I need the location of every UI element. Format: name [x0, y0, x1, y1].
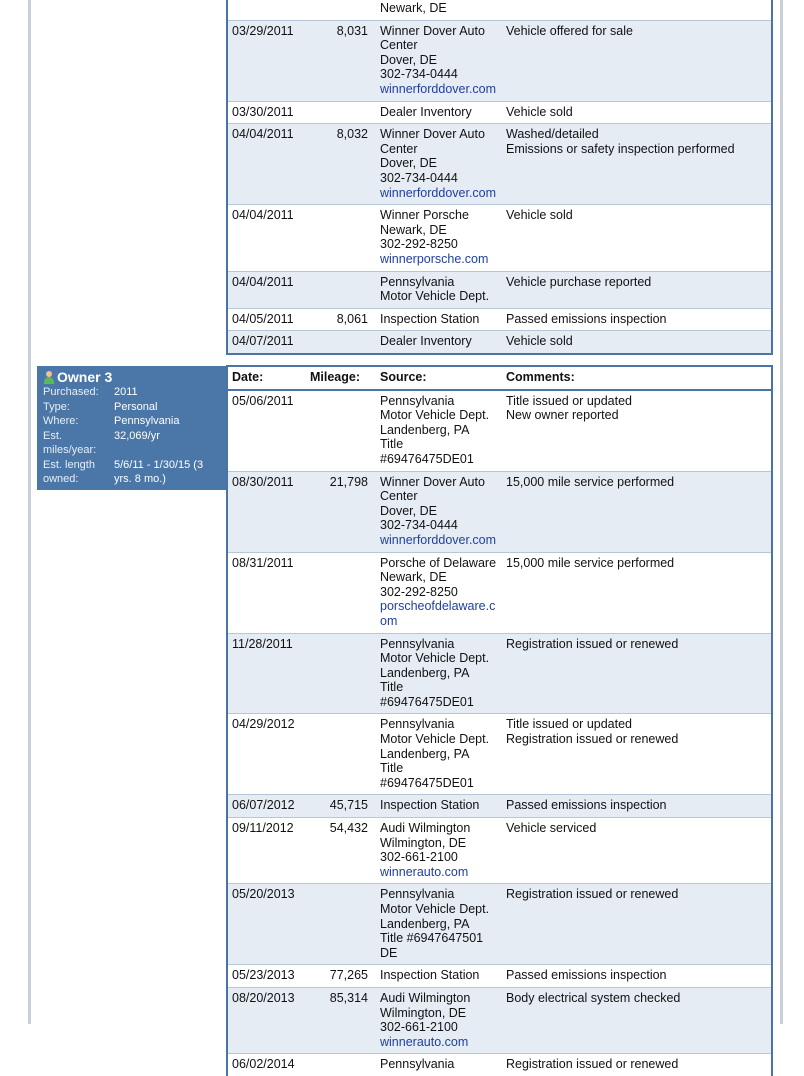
owner-fields	[43, 385, 220, 487]
row-comments: Vehicle serviced	[506, 821, 597, 836]
row-comments: Washed/detailed Emissions or safety inspection performed	[506, 127, 735, 156]
row-mileage	[304, 634, 372, 714]
source-text: Pennsylvania Motor Vehicle Dept. Landenberg, PA Title #69476475DE01	[380, 717, 490, 790]
table-row	[228, 988, 771, 1054]
row-date: 04/07/2011	[232, 334, 294, 349]
source-text: Inspection Station	[380, 968, 480, 983]
source-text: Porsche of Delaware Newark, DE 302-292-8250	[380, 555, 497, 599]
row-source	[372, 714, 502, 794]
source-text: Pennsylvania Motor Vehicle Dept.	[380, 274, 490, 304]
header-comments: Comments:	[506, 370, 575, 384]
row-mileage: 54,432	[329, 821, 368, 836]
table-row	[228, 634, 771, 715]
row-source	[372, 634, 502, 714]
row-date: 04/29/2012	[232, 717, 295, 732]
source-text: Pennsylvania	[380, 1057, 455, 1072]
owner-title-label: Owner 3	[57, 368, 113, 385]
row-comments	[502, 0, 771, 20]
table-row	[228, 391, 771, 472]
row-source	[372, 1054, 502, 1076]
table-row	[228, 102, 771, 125]
row-comments: Passed emissions inspection	[506, 311, 667, 326]
row-comments: Registration issued or renewed	[506, 636, 679, 651]
row-source	[372, 884, 502, 964]
row-mileage: 8,031	[336, 23, 368, 38]
row-source	[372, 124, 502, 204]
source-text: Inspection Station	[380, 798, 480, 813]
row-date: 04/05/2011	[232, 311, 294, 326]
row-comments: 15,000 mile service performed	[506, 555, 675, 570]
row-comments: Vehicle purchase reported	[506, 274, 652, 289]
history-table-previous-owner	[226, 0, 773, 355]
row-comments: Vehicle sold	[506, 208, 573, 223]
table-row	[228, 965, 771, 988]
row-source	[372, 795, 502, 817]
source-text: Winner Dover Auto Center Dover, DE 302-734-0444	[380, 127, 485, 185]
source-text: Pennsylvania Motor Vehicle Dept. Landenberg, PA Title #6947647501 DE	[380, 887, 490, 960]
owner-field-value: 2011	[114, 386, 138, 398]
table-row	[228, 553, 771, 634]
row-date: 05/06/2011	[232, 393, 294, 408]
owner-field-value: Pennsylvania	[114, 415, 180, 427]
row-mileage	[304, 205, 372, 270]
source-text: Inspection Station	[380, 311, 480, 326]
source-text: Audi Wilmington Wilmington, DE 302-661-2100	[380, 990, 471, 1035]
source-text: Winner Porsche Newark, DE 302-292-8250	[380, 208, 469, 252]
source-text: Dealer Inventory	[380, 334, 472, 349]
owner-title	[43, 368, 220, 385]
owner-field-label: Where:	[43, 415, 79, 427]
page-frame-right	[780, 0, 783, 1024]
row-date: 05/23/2013	[232, 968, 295, 983]
row-source	[372, 965, 502, 987]
owner-field	[43, 429, 220, 458]
owner-field	[43, 385, 220, 400]
row-source	[372, 472, 502, 552]
header-mileage: Mileage:	[310, 370, 361, 384]
source-text: Newark, DE	[380, 1, 447, 15]
row-mileage	[304, 391, 372, 471]
table-row	[228, 331, 771, 353]
row-date: 08/31/2011	[232, 555, 294, 570]
row-comments: Registration issued or renewed	[506, 1057, 679, 1072]
source-text: Winner Dover Auto Center Dover, DE 302-734-0444	[380, 474, 485, 533]
row-source	[372, 553, 502, 633]
row-date: 08/30/2011	[232, 474, 294, 489]
row-date: 08/20/2013	[232, 990, 295, 1005]
row-source	[372, 988, 502, 1053]
row-source	[372, 272, 502, 308]
source-website-link[interactable]: winnerforddover.com	[380, 81, 497, 96]
table-row	[228, 309, 771, 332]
owner-field	[43, 458, 220, 487]
table-header-row	[228, 367, 771, 391]
table-row	[228, 884, 771, 965]
table-row	[228, 795, 771, 818]
table-row	[228, 21, 771, 102]
row-comments: Vehicle offered for sale	[506, 23, 633, 38]
row-mileage: 8,032	[336, 127, 368, 142]
source-text: Winner Dover Auto Center Dover, DE 302-734-0444	[380, 23, 485, 82]
row-date: 03/29/2011	[232, 23, 294, 38]
row-mileage: 21,798	[329, 474, 368, 489]
row-comments: Vehicle sold	[506, 334, 573, 349]
row-date: 06/02/2014	[232, 1057, 295, 1072]
row-source	[372, 0, 502, 20]
history-table-owner-3	[226, 365, 773, 1076]
owner-table-body	[228, 391, 771, 1076]
owner-field-value: 32,069/yr	[114, 429, 160, 442]
row-comments: Passed emissions inspection	[506, 968, 667, 983]
row-mileage	[304, 884, 372, 964]
person-icon	[43, 370, 55, 384]
table-row	[228, 1054, 771, 1076]
row-mileage	[304, 102, 372, 124]
row-mileage	[304, 1054, 372, 1076]
source-text: Dealer Inventory	[380, 104, 472, 119]
table-row	[228, 272, 771, 309]
source-website-link[interactable]: porscheofdelaware.com	[380, 599, 496, 628]
source-website-link[interactable]: winnerauto.com	[380, 864, 469, 879]
row-comments: Passed emissions inspection	[506, 798, 667, 813]
table-row	[228, 0, 771, 21]
owner-field-label: Est. miles/year:	[43, 429, 97, 456]
row-mileage	[304, 0, 372, 20]
row-comments: 15,000 mile service performed	[506, 474, 675, 489]
source-text: Audi Wilmington Wilmington, DE 302-661-2100	[380, 821, 471, 865]
table-row	[228, 714, 771, 795]
row-date: 11/28/2011	[232, 636, 293, 651]
row-comments: Title issued or updated New owner reported	[506, 393, 633, 423]
table-row	[228, 472, 771, 553]
row-mileage: 45,715	[329, 798, 368, 813]
owner-field	[43, 400, 220, 415]
row-date: 06/07/2012	[232, 798, 295, 813]
owner-field	[43, 414, 220, 429]
table-row	[228, 205, 771, 271]
row-date: 04/04/2011	[232, 208, 294, 223]
row-comments: Vehicle sold	[506, 104, 573, 119]
row-source	[372, 309, 502, 331]
source-website-link[interactable]: winnerauto.com	[380, 1034, 469, 1049]
owner-field-value: 5/6/11 - 1/30/15 (3 yrs. 8 mo.)	[114, 458, 204, 485]
page-frame-left	[28, 0, 31, 1024]
owner-field-label: Type:	[43, 400, 70, 413]
row-mileage	[304, 553, 372, 633]
table-row	[228, 124, 771, 205]
header-date: Date:	[232, 370, 264, 384]
row-comments: Body electrical system checked	[506, 990, 681, 1005]
owner-field-label: Purchased:	[43, 386, 99, 398]
table-row	[228, 818, 771, 884]
row-date: 03/30/2011	[232, 104, 294, 119]
row-source	[372, 391, 502, 471]
row-source	[372, 102, 502, 124]
source-website-link[interactable]: winnerporsche.com	[380, 251, 489, 266]
source-text: Pennsylvania Motor Vehicle Dept. Landenberg, PA Title #69476475DE01	[380, 393, 490, 466]
row-source	[372, 205, 502, 270]
row-mileage	[304, 714, 372, 794]
source-website-link[interactable]: winnerforddover.com	[380, 185, 497, 200]
owner-field-label: Est. length owned:	[43, 458, 95, 485]
row-source	[372, 331, 502, 353]
row-mileage: 85,314	[329, 990, 368, 1005]
row-date	[228, 0, 304, 20]
owner-field-value: Personal	[114, 400, 158, 413]
source-website-link[interactable]: winnerforddover.com	[380, 532, 497, 547]
owner-summary-panel	[37, 366, 226, 490]
row-mileage	[304, 272, 372, 308]
row-source	[372, 818, 502, 883]
header-source: Source:	[380, 370, 427, 384]
row-mileage	[304, 331, 372, 353]
row-date: 04/04/2011	[232, 127, 294, 142]
row-mileage: 8,061	[336, 311, 368, 326]
row-comments: Title issued or updated Registration issued or renewed	[506, 717, 679, 747]
row-date: 05/20/2013	[232, 887, 295, 902]
source-text: Pennsylvania Motor Vehicle Dept. Landenberg, PA Title #69476475DE01	[380, 636, 490, 709]
row-date: 09/11/2012	[232, 821, 294, 836]
row-mileage: 77,265	[329, 968, 368, 983]
row-date: 04/04/2011	[232, 274, 294, 289]
row-source	[372, 21, 502, 101]
row-comments: Registration issued or renewed	[506, 887, 679, 902]
